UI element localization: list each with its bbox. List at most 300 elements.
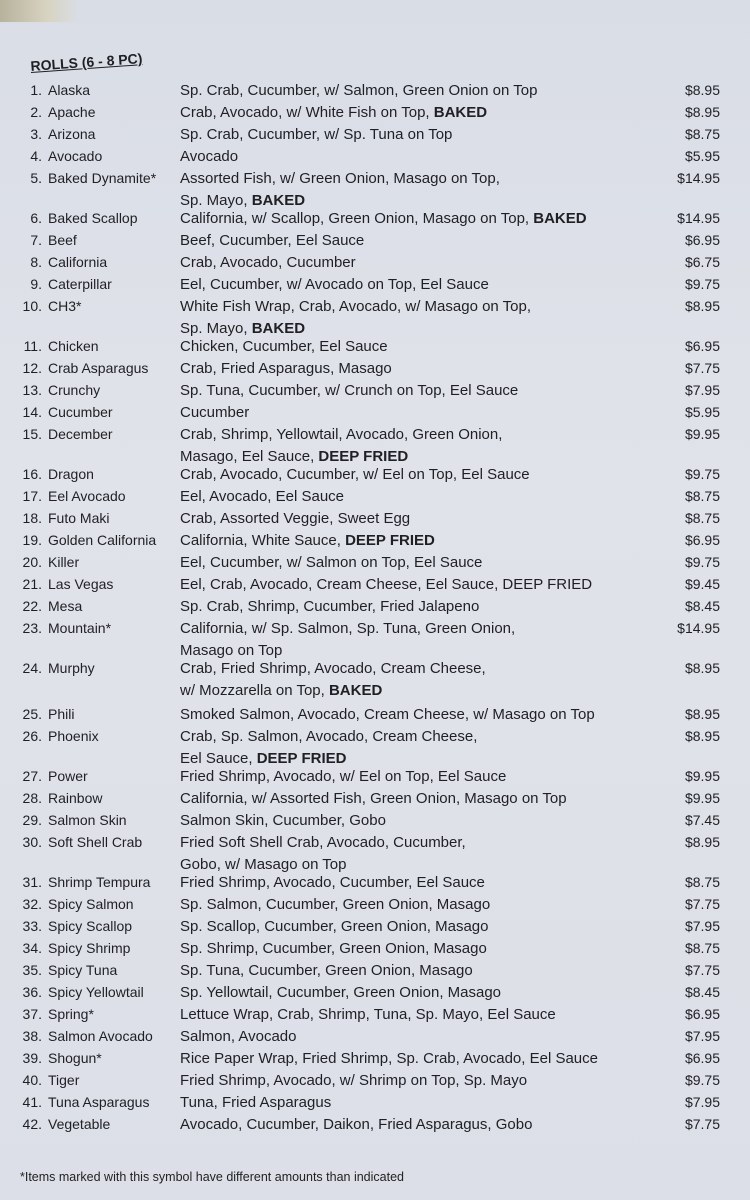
item-description-emphasis: BAKED [533, 210, 587, 227]
item-number-text: 5. [30, 170, 42, 186]
item-price-text: $7.75 [684, 360, 720, 376]
item-price-text: $8.95 [684, 834, 720, 850]
menu-item-row [0, 790, 750, 812]
item-name-text: Avocado [48, 148, 103, 164]
item-number-text: 37. [22, 1006, 42, 1022]
item-description-text: California, w/ Assorted Fish, Green Onion, Masago on Top [180, 790, 567, 807]
item-number-text: 27. [22, 768, 42, 784]
item-description [180, 1050, 598, 1067]
item-description-continued [180, 642, 282, 659]
item-price [685, 812, 720, 828]
item-description [180, 812, 386, 829]
item-name-text: Shogun* [48, 1050, 102, 1066]
menu-item-row [0, 532, 750, 554]
item-price [685, 790, 720, 806]
item-description [180, 576, 592, 593]
item-name [48, 940, 130, 956]
item-name-text: Soft Shell Crab [48, 834, 143, 850]
item-name [48, 382, 100, 398]
item-description-continued [180, 192, 305, 209]
menu-item-row [0, 706, 750, 728]
item-number-text: 17. [22, 488, 42, 504]
menu-item-row [0, 660, 750, 699]
item-price-text: $8.95 [684, 728, 720, 744]
item-name [48, 404, 113, 420]
item-price-text: $9.95 [684, 426, 720, 442]
item-number [12, 554, 42, 570]
item-price-text: $7.45 [684, 812, 720, 828]
item-description [180, 918, 489, 935]
item-price-text: $7.95 [684, 382, 720, 398]
item-number-text: 35. [22, 962, 42, 978]
item-description-text: Salmon, Avocado [180, 1028, 297, 1045]
item-price [685, 576, 720, 592]
item-price [685, 728, 720, 744]
item-price-text: $9.75 [684, 466, 720, 482]
menu-footnote: *Items marked with this symbol have different amounts than indicated [20, 1170, 404, 1184]
item-description-continued-emphasis: DEEP FRIED [256, 750, 347, 767]
item-description [180, 1028, 296, 1045]
item-price [685, 706, 720, 722]
menu-item-row [0, 404, 750, 426]
item-price [685, 104, 720, 120]
item-number [12, 104, 42, 120]
item-description [180, 1094, 331, 1111]
item-number-text: 23. [22, 620, 42, 636]
item-description-text: Cucumber [180, 404, 250, 421]
item-name-text: CH3* [48, 298, 82, 314]
item-description [180, 962, 473, 979]
item-description-continued-text: w/ Mozzarella on Top, [180, 682, 325, 699]
item-price [685, 660, 720, 676]
item-description-text: Fried Shrimp, Avocado, w/ Eel on Top, Eel Sauce [180, 768, 507, 785]
item-price-text: $6.95 [684, 1050, 720, 1066]
item-number [12, 768, 42, 784]
item-number [12, 1006, 42, 1022]
item-price [685, 298, 720, 314]
item-price-text: $7.95 [684, 918, 720, 934]
item-name-text: Golden California [48, 532, 157, 548]
item-number [12, 896, 42, 912]
item-name [48, 360, 148, 376]
item-price-text: $9.75 [684, 1072, 720, 1088]
menu-item-row [0, 918, 750, 940]
item-price-text: $5.95 [684, 404, 720, 420]
item-price [685, 962, 720, 978]
item-name-text: Dragon [48, 466, 94, 482]
item-name [48, 874, 150, 890]
item-number [12, 360, 42, 376]
item-description-text: Fried Soft Shell Crab, Avocado, Cucumber, [180, 834, 466, 851]
item-price [685, 148, 720, 164]
item-number [12, 148, 42, 164]
menu-item-row [0, 488, 750, 510]
item-name-text: Murphy [48, 660, 95, 676]
item-number [12, 918, 42, 934]
item-price [677, 210, 720, 226]
item-number [12, 254, 42, 270]
item-number-text: 4. [30, 148, 42, 164]
item-price [685, 360, 720, 376]
item-price-text: $14.95 [677, 170, 720, 186]
item-description-continued-text: Sp. Mayo, [180, 320, 248, 337]
item-description-text: Tuna, Fried Asparagus [180, 1094, 332, 1111]
menu-item-row [0, 896, 750, 918]
item-name [48, 598, 82, 614]
menu-item-row [0, 1028, 750, 1050]
menu-item-row [0, 598, 750, 620]
item-name [48, 576, 113, 592]
item-name [48, 918, 132, 934]
item-name-text: Spicy Tuna [48, 962, 118, 978]
item-price [685, 834, 720, 850]
item-price-text: $8.95 [684, 104, 720, 120]
menu-item-row [0, 834, 750, 873]
item-price-text: $7.95 [684, 1028, 720, 1044]
item-number [12, 170, 42, 186]
item-name [48, 834, 142, 850]
item-description-emphasis: BAKED [433, 104, 488, 121]
menu-item-row [0, 298, 750, 337]
item-price [685, 404, 720, 420]
item-description-text: Crab, Fried Asparagus, Masago [180, 360, 392, 377]
item-number-text: 22. [22, 598, 42, 614]
item-price [685, 532, 720, 548]
item-description-text: Assorted Fish, w/ Green Onion, Masago on Top, [180, 170, 500, 187]
item-price [685, 426, 720, 442]
item-name-text: Las Vegas [48, 576, 114, 592]
item-description-text: Sp. Crab, Cucumber, w/ Sp. Tuna on Top [180, 126, 453, 143]
item-description [180, 232, 364, 249]
item-name [48, 812, 127, 828]
item-description-text: California, w/ Scallop, Green Onion, Masago on Top, [180, 210, 530, 227]
item-price [685, 1116, 720, 1132]
item-description [180, 874, 485, 891]
item-name-text: California [48, 254, 108, 270]
menu-item-row [0, 338, 750, 360]
item-number-text: 34. [22, 940, 42, 956]
item-price-text: $14.95 [677, 210, 720, 226]
item-name [48, 1050, 102, 1066]
item-number [12, 488, 42, 504]
item-number-text: 24. [22, 660, 42, 676]
item-price-text: $14.95 [677, 620, 720, 636]
item-price [685, 488, 720, 504]
item-description [180, 554, 482, 571]
item-description [180, 488, 344, 505]
item-price-text: $8.45 [684, 598, 720, 614]
item-description [180, 360, 392, 377]
item-number [12, 404, 42, 420]
item-number [12, 338, 42, 354]
item-number [12, 728, 42, 744]
item-number-text: 31. [22, 874, 42, 890]
item-number-text: 16. [22, 466, 42, 482]
item-price-text: $9.45 [684, 576, 720, 592]
item-price [685, 232, 720, 248]
item-name [48, 554, 79, 570]
menu-item-row [0, 232, 750, 254]
item-price-text: $8.45 [684, 984, 720, 1000]
item-description-text: Rice Paper Wrap, Fried Shrimp, Sp. Crab, Avocado, Eel Sauce [180, 1050, 598, 1067]
item-price [685, 984, 720, 1000]
item-description [180, 768, 506, 785]
item-number-text: 42. [22, 1116, 42, 1132]
item-description-continued-emphasis: BAKED [251, 192, 306, 209]
item-description-continued-emphasis: DEEP FRIED [318, 448, 409, 465]
item-price-text: $6.95 [684, 532, 720, 548]
item-name-text: Baked Dynamite* [48, 170, 157, 186]
item-name-text: December [48, 426, 113, 442]
item-description-text: Eel, Cucumber, w/ Avocado on Top, Eel Sauce [180, 276, 489, 293]
item-number [12, 834, 42, 850]
item-description-continued [180, 856, 347, 873]
item-number-text: 3. [30, 126, 42, 142]
item-number-text: 20. [22, 554, 42, 570]
item-name [48, 620, 111, 636]
menu-item-row [0, 360, 750, 382]
item-name-text: Cucumber [48, 404, 113, 420]
item-description [180, 532, 435, 549]
item-number [12, 1028, 42, 1044]
item-description-text: Crab, Avocado, Cucumber [180, 254, 356, 271]
item-description-text: Sp. Yellowtail, Cucumber, Green Onion, Masago [180, 984, 502, 1001]
item-number [12, 532, 42, 548]
item-number-text: 10. [22, 298, 42, 314]
item-description [180, 834, 466, 851]
item-description-text: Sp. Scallop, Cucumber, Green Onion, Masago [180, 918, 489, 935]
menu-item-row [0, 126, 750, 148]
item-name [48, 984, 144, 1000]
item-name-text: Mesa [48, 598, 83, 614]
item-description-text: White Fish Wrap, Crab, Avocado, w/ Masago on Top, [180, 298, 532, 315]
menu-item-row [0, 1050, 750, 1072]
item-description-continued-text: Masago, Eel Sauce, [180, 448, 315, 465]
item-price-text: $7.75 [684, 962, 720, 978]
item-price [685, 382, 720, 398]
item-name [48, 82, 90, 98]
item-description-continued-text: Sp. Mayo, [180, 192, 248, 209]
item-price-text: $6.95 [684, 1006, 720, 1022]
item-price-text: $5.95 [684, 148, 720, 164]
menu-item-row [0, 812, 750, 834]
item-name-text: Tuna Asparagus [48, 1094, 150, 1110]
item-name-text: Power [48, 768, 88, 784]
item-price-text: $6.95 [684, 338, 720, 354]
item-price-text: $9.95 [684, 768, 720, 784]
item-price-text: $7.75 [684, 896, 720, 912]
item-description [180, 126, 452, 143]
item-name-text: Salmon Avocado [48, 1028, 153, 1044]
item-number-text: 9. [30, 276, 42, 292]
item-description [180, 404, 249, 421]
menu-item-row [0, 1094, 750, 1116]
item-name-text: Phili [48, 706, 75, 722]
item-price-text: $8.75 [684, 510, 720, 526]
item-name [48, 896, 134, 912]
item-description-continued-text: Masago on Top [180, 642, 283, 659]
item-number-text: 25. [22, 706, 42, 722]
item-price [685, 554, 720, 570]
menu-item-row [0, 962, 750, 984]
item-number [12, 1072, 42, 1088]
menu-item-row [0, 576, 750, 598]
item-description-text: Crab, Fried Shrimp, Avocado, Cream Cheese, [180, 660, 486, 677]
item-price [685, 940, 720, 956]
item-description-text: Avocado, Cucumber, Daikon, Fried Asparagus, Gobo [180, 1116, 533, 1133]
item-name-text: Caterpillar [48, 276, 112, 292]
item-price-text: $7.95 [684, 1094, 720, 1110]
item-number [12, 940, 42, 956]
item-description [180, 984, 501, 1001]
menu-item-row [0, 940, 750, 962]
item-number-text: 29. [22, 812, 42, 828]
item-number-text: 11. [23, 338, 42, 354]
item-description [180, 1006, 556, 1023]
item-description [180, 1072, 527, 1089]
item-number-text: 18. [22, 510, 42, 526]
item-name-text: Spicy Yellowtail [48, 984, 144, 1000]
item-number [12, 276, 42, 292]
item-description-continued-text: Eel Sauce, [180, 750, 253, 767]
item-price [685, 82, 720, 98]
item-name [48, 660, 95, 676]
item-description [180, 338, 388, 355]
item-number [12, 82, 42, 98]
menu-item-row [0, 170, 750, 209]
menu-item-row [0, 620, 750, 659]
item-number [12, 382, 42, 398]
item-description [180, 466, 530, 483]
menu-item-row [0, 210, 750, 232]
item-description-continued-text: Gobo, w/ Masago on Top [180, 856, 347, 873]
item-price [685, 918, 720, 934]
item-price [685, 126, 720, 142]
menu-item-row [0, 82, 750, 104]
menu-item-row [0, 728, 750, 767]
item-description [180, 426, 502, 443]
item-description-text: Sp. Crab, Shrimp, Cucumber, Fried Jalapeno [180, 598, 480, 615]
item-description-text: Crab, Assorted Veggie, Sweet Egg [180, 510, 411, 527]
item-price-text: $6.95 [684, 232, 720, 248]
item-price [685, 1006, 720, 1022]
item-name [48, 706, 74, 722]
item-name-text: Rainbow [48, 790, 103, 806]
item-number-text: 13. [22, 382, 42, 398]
item-price [685, 276, 720, 292]
menu-item-row [0, 104, 750, 126]
item-number-text: 33. [22, 918, 42, 934]
item-price-text: $8.95 [684, 82, 720, 98]
item-price [685, 874, 720, 890]
item-number-text: 12. [22, 360, 42, 376]
item-name [48, 532, 156, 548]
item-description [180, 620, 515, 637]
item-price-text: $8.75 [684, 126, 720, 142]
item-number [12, 1050, 42, 1066]
item-number [12, 426, 42, 442]
item-price [677, 620, 720, 636]
item-price-text: $8.95 [684, 660, 720, 676]
item-description-continued [180, 682, 382, 699]
item-description-text: Fried Shrimp, Avocado, w/ Shrimp on Top, Sp. Mayo [180, 1072, 528, 1089]
item-number [12, 1094, 42, 1110]
menu-item-row [0, 984, 750, 1006]
item-name [48, 426, 113, 442]
item-number-text: 39. [22, 1050, 42, 1066]
item-price [685, 1050, 720, 1066]
item-description-text: Crab, Shrimp, Yellowtail, Avocado, Green Onion, [180, 426, 503, 443]
item-description-text: Sp. Tuna, Cucumber, Green Onion, Masago [180, 962, 473, 979]
item-description-text: Fried Shrimp, Avocado, Cucumber, Eel Sauce [180, 874, 485, 891]
item-name-text: Salmon Skin [48, 812, 127, 828]
item-description [180, 598, 479, 615]
menu-item-row [0, 148, 750, 170]
item-number [12, 298, 42, 314]
item-price-text: $7.75 [684, 1116, 720, 1132]
item-name [48, 466, 94, 482]
item-name-text: Spicy Shrimp [48, 940, 131, 956]
item-name-text: Arizona [48, 126, 96, 142]
item-price [677, 170, 720, 186]
item-number [12, 790, 42, 806]
item-description [180, 790, 567, 807]
item-number-text: 41. [22, 1094, 42, 1110]
item-number [12, 466, 42, 482]
menu-item-row [0, 1072, 750, 1094]
item-name [48, 126, 95, 142]
item-name [48, 148, 102, 164]
item-description [180, 510, 410, 527]
item-description-text: Lettuce Wrap, Crab, Shrimp, Tuna, Sp. Mayo, Eel Sauce [180, 1006, 556, 1023]
item-number-text: 28. [22, 790, 42, 806]
menu-item-row [0, 466, 750, 488]
item-description [180, 298, 531, 315]
item-number-text: 19. [22, 532, 42, 548]
item-number-text: 15. [22, 426, 42, 442]
item-description-text: Eel, Avocado, Eel Sauce [180, 488, 345, 505]
item-description-text: Salmon Skin, Cucumber, Gobo [180, 812, 386, 829]
item-description [180, 210, 587, 227]
item-description-text: Chicken, Cucumber, Eel Sauce [180, 338, 388, 355]
item-name-text: Phoenix [48, 728, 99, 744]
item-price-text: $9.95 [684, 790, 720, 806]
item-number-text: 2. [30, 104, 42, 120]
item-name [48, 962, 117, 978]
item-number [12, 984, 42, 1000]
item-number [12, 126, 42, 142]
item-name-text: Beef [48, 232, 77, 248]
item-price [685, 510, 720, 526]
item-name [48, 254, 107, 270]
item-name [48, 1116, 110, 1132]
item-number [12, 210, 42, 226]
item-number-text: 40. [22, 1072, 42, 1088]
item-number [12, 962, 42, 978]
item-description [180, 82, 537, 99]
item-number-text: 7. [30, 232, 42, 248]
item-description [180, 660, 486, 677]
item-name-text: Killer [48, 554, 80, 570]
item-name-text: Chicken [48, 338, 99, 354]
menu-item-row [0, 874, 750, 896]
item-description-text: California, w/ Sp. Salmon, Sp. Tuna, Green Onion, [180, 620, 516, 637]
item-number [12, 812, 42, 828]
item-price [685, 896, 720, 912]
item-price [685, 254, 720, 270]
item-number-text: 32. [22, 896, 42, 912]
item-number-text: 21. [22, 576, 42, 592]
